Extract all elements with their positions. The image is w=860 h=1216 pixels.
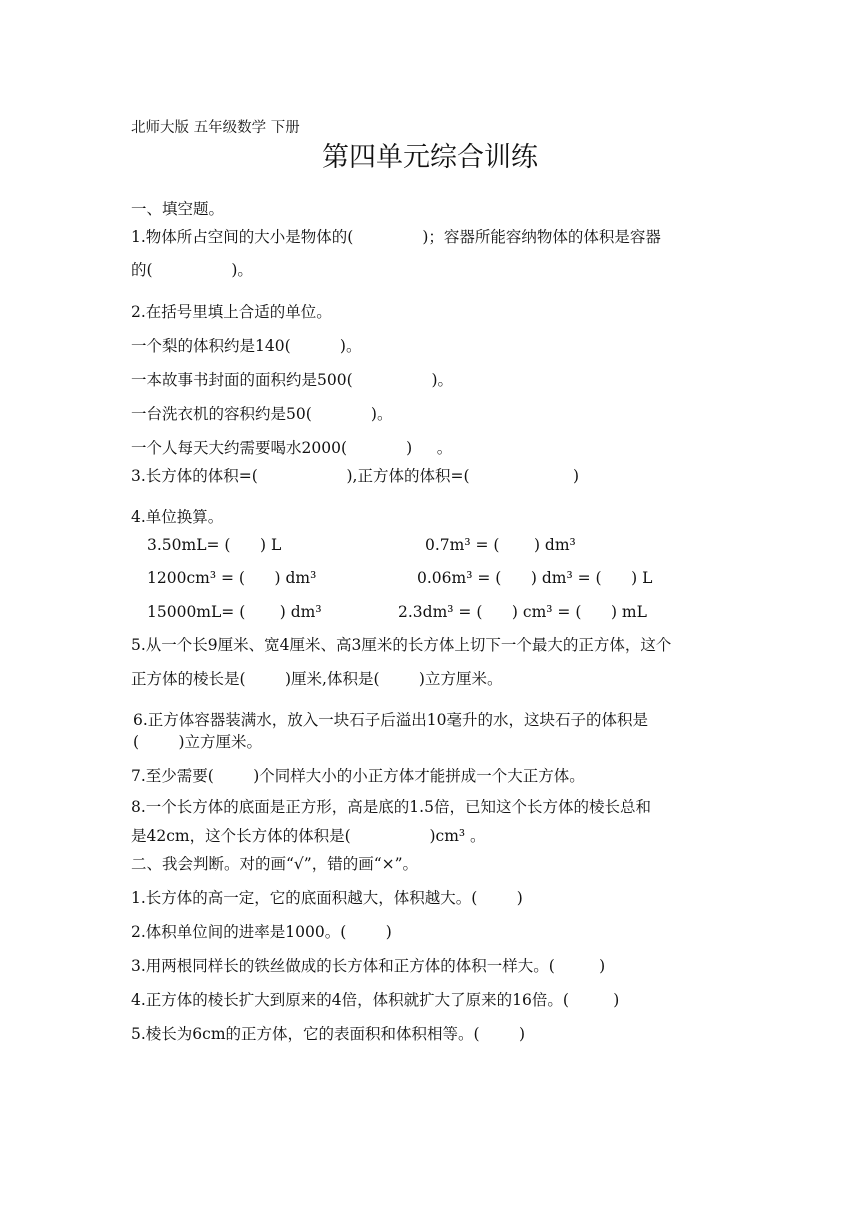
question-7: 7.至少需要( )个同样大小的小正方体才能拼成一个大正方体。 (131, 767, 585, 785)
question-5-line-1: 5.从一个长9厘米、宽4厘米、高3厘米的长方体上切下一个最大的正方体，这个 (131, 636, 672, 654)
conversion-1a: 3.50mL= ( ) L (147, 536, 282, 554)
question-2-item-b: 一本故事书封面的面积约是500( )。 (131, 371, 454, 389)
question-4-intro: 4.单位换算。 (131, 508, 224, 526)
judge-item-1: 1.长方体的高一定，它的底面积越大，体积越大。( ) (131, 889, 523, 907)
judge-item-4: 4.正方体的棱长扩大到原来的4倍，体积就扩大了原来的16倍。( ) (131, 991, 620, 1009)
conversion-3a: 15000mL= ( ) dm³ (147, 603, 322, 621)
section-1-heading: 一、填空题。 (131, 200, 225, 218)
question-1-line-1: 1.物体所占空间的大小是物体的( )；容器所能容纳物体的体积是容器 (131, 228, 661, 246)
conversion-2b: 0.06m³ = ( ) dm³ = ( ) L (417, 569, 653, 587)
question-6-line-2: ( )立方厘米。 (133, 733, 263, 751)
question-5-line-2: 正方体的棱长是( )厘米,体积是( )立方厘米。 (131, 670, 503, 688)
question-3: 3.长方体的体积=( ),正方体的体积=( ) (131, 467, 580, 485)
question-8-line-2: 是42cm，这个长方体的体积是( )cm³ 。 (131, 827, 486, 845)
question-2-item-a: 一个梨的体积约是140( )。 (131, 337, 362, 355)
conversion-1b: 0.7m³ = ( ) dm³ (425, 536, 576, 554)
section-2-heading: 二、我会判断。对的画“√”，错的画“×”。 (131, 855, 419, 873)
judge-item-2: 2.体积单位间的进率是1000。( ) (131, 923, 392, 941)
question-2-item-c: 一台洗衣机的容积约是50( )。 (131, 405, 393, 423)
question-8-line-1: 8.一个长方体的底面是正方形，高是底的1.5倍，已知这个长方体的棱长总和 (131, 798, 651, 816)
question-1-line-2: 的( )。 (131, 261, 253, 279)
judge-item-3: 3.用两根同样长的铁丝做成的长方体和正方体的体积一样大。( ) (131, 957, 606, 975)
conversion-2a: 1200cm³ = ( ) dm³ (147, 569, 317, 587)
question-2-item-d: 一个人每天大约需要喝水2000( ) 。 (131, 439, 453, 457)
question-6-line-1: 6.正方体容器装满水，放入一块石子后溢出10毫升的水，这块石子的体积是 (133, 711, 649, 729)
page-title: 第四单元综合训练 (322, 142, 538, 173)
judge-item-5: 5.棱长为6cm的正方体，它的表面积和体积相等。( ) (131, 1025, 526, 1043)
conversion-3b: 2.3dm³ = ( ) cm³ = ( ) mL (398, 603, 647, 621)
question-2-intro: 2.在括号里填上合适的单位。 (131, 303, 332, 321)
textbook-subtitle: 北师大版 五年级数学 下册 (131, 120, 300, 136)
